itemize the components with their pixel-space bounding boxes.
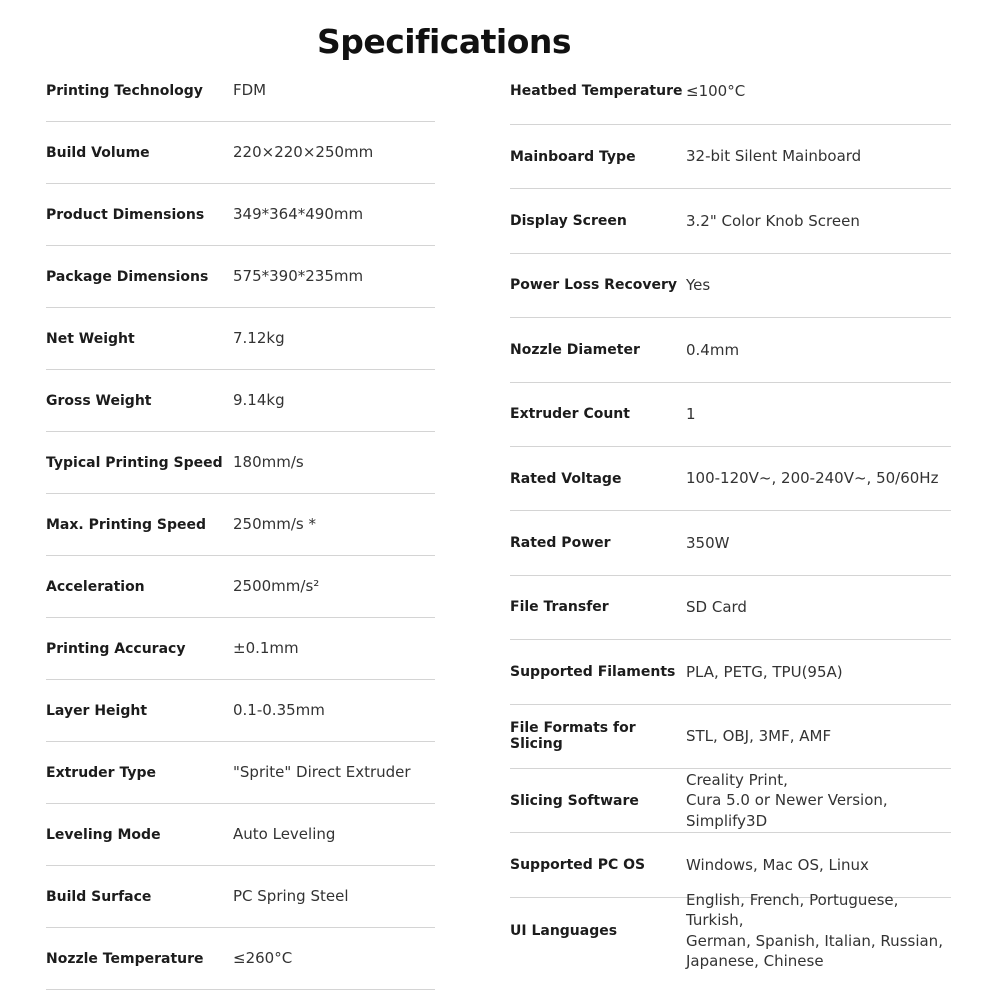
spec-value: 9.14kg <box>233 391 285 410</box>
spec-row <box>46 494 435 556</box>
spec-row <box>46 804 435 866</box>
spec-label: Nozzle Diameter <box>510 341 640 358</box>
spec-value-line: Cura 5.0 or Newer Version, Simplify3D <box>686 791 888 830</box>
spec-value: ≤100°C <box>686 81 746 100</box>
spec-value: Windows, Mac OS, Linux <box>686 855 869 874</box>
spec-label: Extruder Count <box>510 406 630 423</box>
spec-row <box>510 576 951 640</box>
spec-row <box>46 308 435 370</box>
spec-label: Layer Height <box>46 702 148 719</box>
spec-value: Auto Leveling <box>233 825 336 844</box>
spec-value: 7.12kg <box>233 329 285 348</box>
spec-label: Supported Filaments <box>510 663 676 680</box>
spec-column-right <box>510 58 951 971</box>
spec-value: 220×220×250mm <box>233 143 374 162</box>
spec-row <box>510 769 951 833</box>
spec-label: Supported PC OS <box>510 856 646 873</box>
spec-label: Printing Accuracy <box>46 640 186 657</box>
spec-label: Max. Printing Speed <box>46 516 207 533</box>
spec-value: 575*390*235mm <box>233 267 364 286</box>
spec-value <box>686 770 951 832</box>
spec-value: 180mm/s <box>233 453 304 472</box>
spec-value: 250mm/s * <box>233 515 316 534</box>
spec-row <box>46 556 435 618</box>
spec-row <box>46 370 435 432</box>
spec-value: 100-120V~, 200-240V~, 50/60Hz <box>686 469 939 488</box>
spec-row <box>510 511 951 575</box>
spec-label: Build Volume <box>46 144 150 161</box>
spec-row <box>46 618 435 680</box>
spec-value: ≤260°C <box>233 949 293 968</box>
spec-column-left <box>46 60 435 990</box>
spec-value: 350W <box>686 533 730 552</box>
spec-label: Heatbed Temperature <box>510 83 683 99</box>
spec-label: Rated Power <box>510 535 611 552</box>
spec-label: Product Dimensions <box>46 206 205 223</box>
spec-row <box>46 122 435 184</box>
spec-label: Gross Weight <box>46 392 152 409</box>
page-title: Specifications <box>316 22 572 61</box>
spec-row <box>46 246 435 308</box>
spec-row <box>510 318 951 382</box>
spec-label: Build Surface <box>46 888 152 905</box>
spec-label: Rated Voltage <box>510 470 622 487</box>
spec-value: STL, OBJ, 3MF, AMF <box>686 726 832 745</box>
spec-value: "Sprite" Direct Extruder <box>233 763 411 782</box>
spec-row <box>510 890 951 971</box>
spec-row <box>510 254 951 318</box>
spec-value: PLA, PETG, TPU(95A) <box>686 662 843 681</box>
spec-value: SD Card <box>686 598 747 617</box>
spec-row <box>510 640 951 704</box>
spec-row <box>46 928 435 990</box>
spec-value-line: Creality Print, <box>686 770 788 789</box>
spec-label: Printing Technology <box>46 82 203 99</box>
spec-value: FDM <box>233 81 267 100</box>
spec-label: File Transfer <box>510 599 609 616</box>
spec-value-line: German, Spanish, Italian, Russian, <box>686 931 943 950</box>
spec-label: Extruder Type <box>46 764 156 781</box>
spec-row <box>510 447 951 511</box>
spec-row <box>510 705 951 769</box>
spec-value: 2500mm/s² <box>233 577 320 596</box>
spec-label: Net Weight <box>46 330 135 347</box>
spec-label: Power Loss Recovery <box>510 277 678 294</box>
spec-row <box>46 742 435 804</box>
spec-value-line: Japanese, Chinese <box>686 952 824 971</box>
spec-value: PC Spring Steel <box>233 887 349 906</box>
spec-value: 32-bit Silent Mainboard <box>686 147 862 166</box>
spec-row <box>510 833 951 897</box>
spec-label: Acceleration <box>46 578 145 595</box>
spec-value: 3.2" Color Knob Screen <box>686 211 860 230</box>
spec-value-line: English, French, Portuguese, Turkish, <box>686 890 899 930</box>
spec-row <box>46 60 435 122</box>
spec-row <box>46 866 435 928</box>
spec-label: Nozzle Temperature <box>46 950 204 967</box>
spec-value: ±0.1mm <box>233 639 299 658</box>
spec-row <box>510 58 951 125</box>
spec-row <box>46 184 435 246</box>
spec-row <box>510 189 951 253</box>
spec-value: 0.4mm <box>686 340 740 359</box>
spec-label: Leveling Mode <box>46 826 161 843</box>
spec-row <box>46 432 435 494</box>
spec-label: UI Languages <box>510 922 618 939</box>
spec-label: Display Screen <box>510 213 627 230</box>
spec-value: 349*364*490mm <box>233 205 364 224</box>
spec-value <box>686 890 951 972</box>
spec-label: Package Dimensions <box>46 268 209 285</box>
spec-row <box>510 383 951 447</box>
spec-value: 1 <box>686 405 696 423</box>
spec-row <box>510 125 951 189</box>
spec-label: Mainboard Type <box>510 148 636 165</box>
spec-label: Typical Printing Speed <box>46 454 223 471</box>
spec-value: 0.1-0.35mm <box>233 701 325 720</box>
spec-value: Yes <box>686 276 711 295</box>
spec-label: Slicing Software <box>510 792 639 809</box>
spec-row <box>46 680 435 742</box>
spec-label: File Formats for Slicing <box>510 720 636 753</box>
